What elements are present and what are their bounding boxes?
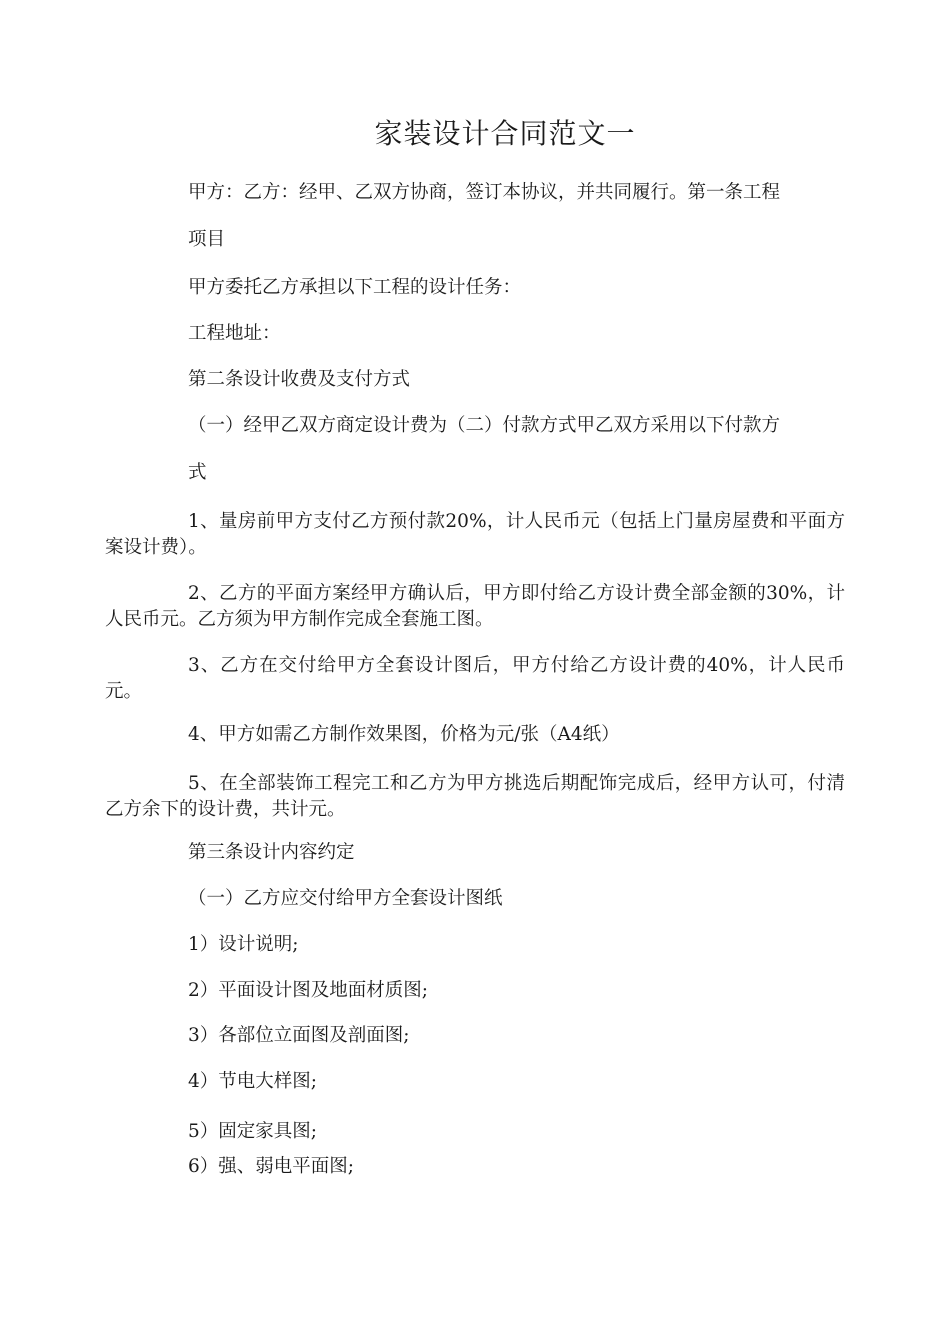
drawing-item-4: 4）节电大样图; <box>188 1071 318 1092</box>
section2-heading: 第二条设计收费及支付方式 <box>188 369 411 390</box>
payment-item-2: 2、乙方的平面方案经甲方确认后，甲方即付给乙方设计费全部金额的30%，计人民币元。乙方须为甲方制作完成全套施工图。 <box>105 583 845 630</box>
intro-line: 甲方：乙方：经甲、乙双方协商，签订本协议，并共同履行。第一条工程 <box>188 182 781 203</box>
payment-item-5: 5、在全部装饰工程完工和乙方为甲方挑选后期配饰完成后，经甲方认可，付清乙方余下的设计费，共计元。 <box>105 773 845 820</box>
document-title: 家装设计合同范文一 <box>374 117 636 150</box>
payment-item-4: 4、甲方如需乙方制作效果图，价格为元/张（A4纸） <box>188 724 620 745</box>
intro-line-continued: 项目 <box>188 229 226 250</box>
project-address-line: 工程地址： <box>188 323 281 344</box>
drawing-item-6: 6）强、弱电平面图; <box>188 1156 355 1177</box>
commission-line: 甲方委托乙方承担以下工程的设计任务： <box>188 277 522 298</box>
drawing-item-1: 1）设计说明; <box>188 934 299 955</box>
payment-item-3: 3、乙方在交付给甲方全套设计图后，甲方付给乙方设计费的40%，计人民币元。 <box>105 655 845 702</box>
drawing-item-2: 2）平面设计图及地面材质图; <box>188 980 429 1001</box>
section2-fee-line-continued: 式 <box>188 462 207 483</box>
payment-item-1: 1、量房前甲方支付乙方预付款20%，计人民币元（包括上门量房屋费和平面方案设计费）。 <box>105 511 845 558</box>
drawing-item-5: 5）固定家具图; <box>188 1121 318 1142</box>
section3-heading: 第三条设计内容约定 <box>188 842 355 863</box>
drawing-item-3: 3）各部位立面图及剖面图; <box>188 1025 410 1046</box>
section2-fee-line: （一）经甲乙双方商定设计费为（二）付款方式甲乙双方采用以下付款方 <box>188 415 781 436</box>
section3-subheading: （一）乙方应交付给甲方全套设计图纸 <box>188 888 503 909</box>
